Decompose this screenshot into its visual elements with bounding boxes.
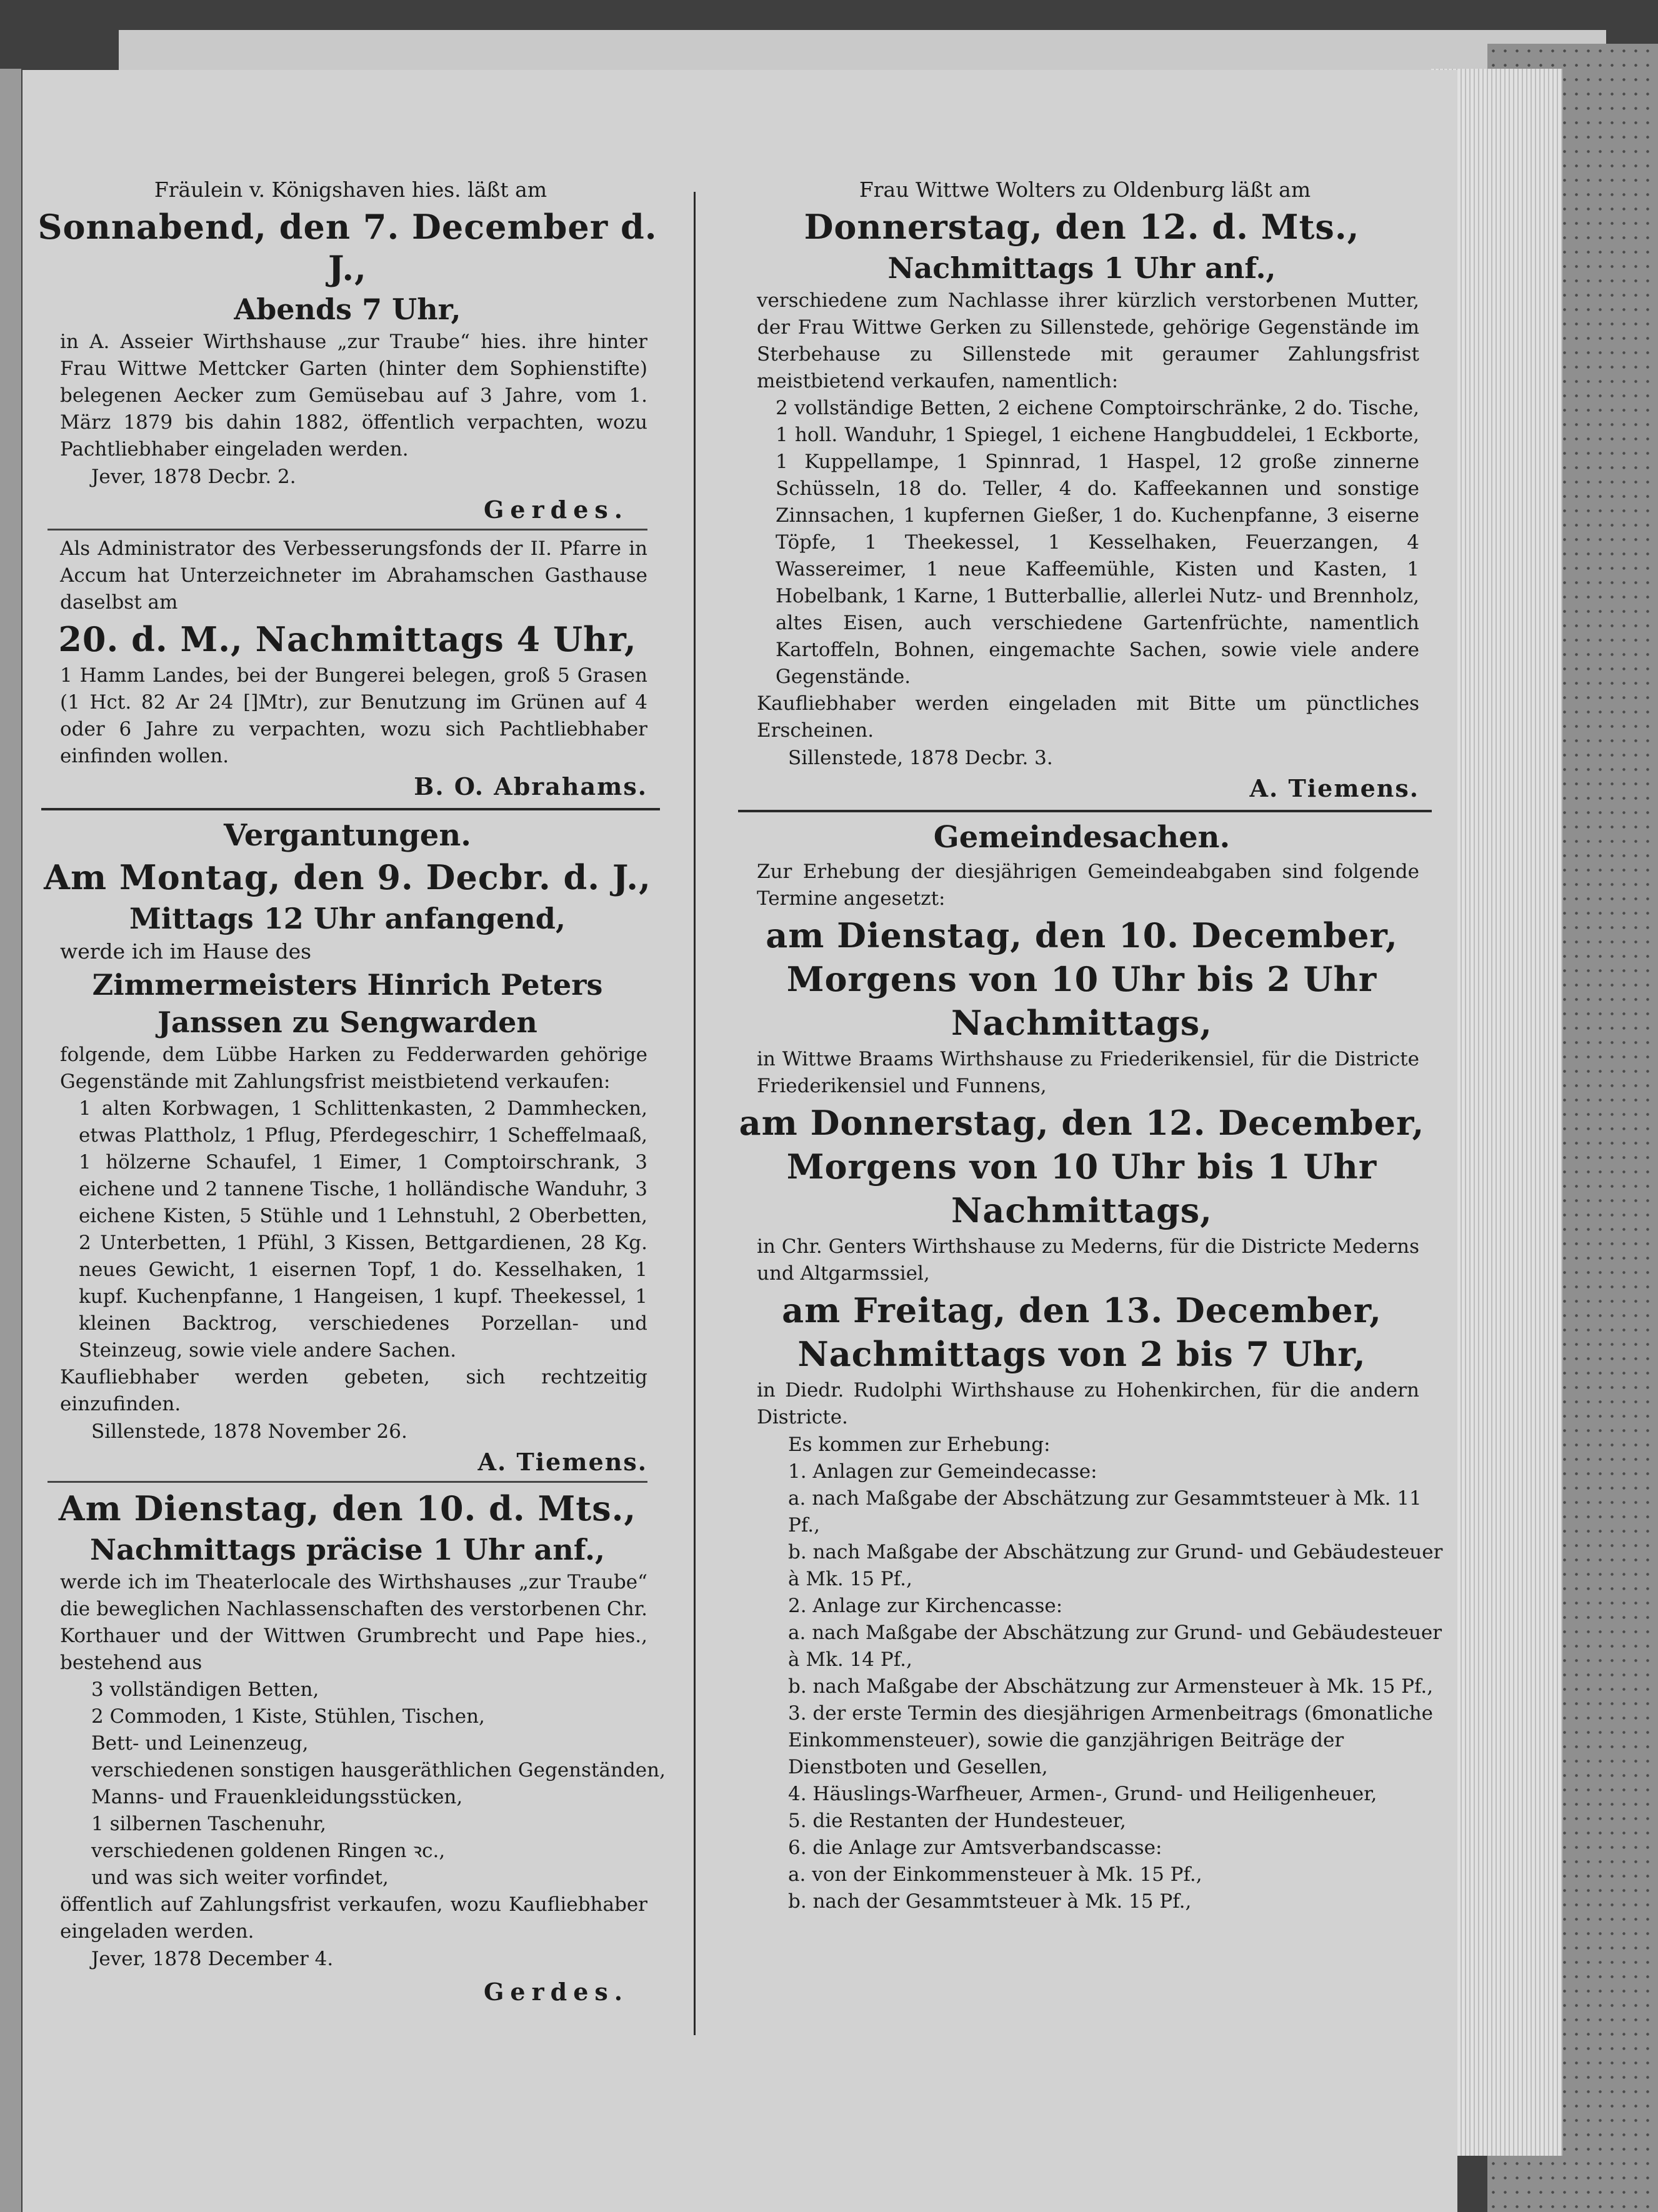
- notice-date: Sonnabend, den 7. December d. J.,: [37, 207, 657, 288]
- term2-date: am Donnerstag, den 12. December,: [739, 1103, 1425, 1143]
- notice-body: werde ich im Theaterlocale des Wirthshauses „zur Traube“ die beweglichen Nachlassenschaften des verstorbenen Chr. Korthauer und der Wittwen Grumbrecht und Pape hies., bestehend aus: [60, 1571, 647, 1674]
- page-top-fringe: [119, 30, 1606, 74]
- term2-time: Morgens von 10 Uhr bis 1 Uhr: [786, 1147, 1377, 1187]
- notice-body: verschiedene zum Nachlasse ihrer kürzlich verstorbenen Mutter, der Frau Wittwe Gerken zu Sillenstede, gehörige Gegenstände im Sterbehause zu Sillenstede mit geraumer Zahlungsfrist meistbietend verkaufen, namentlich:: [757, 289, 1419, 392]
- list-item: verschiedenen sonstigen hausgeräthlichen Gegenständen,: [91, 1759, 666, 1781]
- notice-time: Nachmittags präcise 1 Uhr anf.,: [90, 1533, 605, 1567]
- list-item: a. nach Maßgabe der Abschätzung zur Gesammtsteuer à Mk. 11 Pf.,: [788, 1487, 1422, 1537]
- notice-body: in A. Asseier Wirthshause „zur Traube“ hies. ihre hinter Frau Wittwe Mettcker Garten (hinter dem Sophienstifte) belegenen Aecker zum Gemüsebau auf 3 Jahre, vom 1. März 1879 bis dahin 1882, öffentlich verpachten, wozu Pachtliebhaber eingeladen werden.: [60, 331, 647, 461]
- divider: [47, 529, 647, 531]
- notice-gemeindesachen: [719, 820, 1444, 1915]
- notice-lead: folgende, dem Lübbe Harken zu Fedderwarden gehörige Gegenstände mit Zahlungsfrist meistbietend verkaufen:: [60, 1044, 647, 1093]
- term2-location: in Chr. Genters Wirthshause zu Mederns, für die Districte Mederns und Altgarmssiel,: [757, 1235, 1419, 1285]
- notice-signature: Gerdes.: [483, 496, 629, 524]
- notice-koenigshaven: [22, 176, 672, 524]
- levy-list: [788, 1458, 1444, 1915]
- column-divider: [694, 192, 696, 2035]
- notice-closing: öffentlich auf Zahlungsfrist verkaufen, wozu Kaufliebhaber eingeladen werden.: [60, 1893, 647, 1943]
- list-item: b. nach Maßgabe der Abschätzung zur Grund- und Gebäudesteuer à Mk. 15 Pf.,: [788, 1541, 1443, 1590]
- notice-name-line2: Janssen zu Sengwarden: [157, 1005, 537, 1039]
- notice-signature: A. Tiemens.: [1249, 774, 1419, 802]
- notice-wolters: [719, 176, 1444, 802]
- list-item: verschiedenen goldenen Ringen ꝛc.,: [91, 1840, 446, 1862]
- section-heading: Vergantungen.: [224, 818, 471, 853]
- newspaper-page: [22, 70, 1457, 2212]
- notice-abrahams: [22, 536, 672, 800]
- list-item: 6. die Anlage zur Amtsverbandscasse:: [788, 1836, 1162, 1859]
- term1-time-cont: Nachmittags,: [951, 1003, 1212, 1043]
- notice-name-line1: Zimmermeisters Hinrich Peters: [92, 968, 603, 1002]
- notice-intro: Fräulein v. Königshaven hies. läßt am: [154, 177, 547, 202]
- list-item: 5. die Restanten der Hundesteuer,: [788, 1810, 1126, 1832]
- notice-closing: Kaufliebhaber werden eingeladen mit Bitte um pünctliches Erscheinen.: [757, 692, 1419, 742]
- list-item: 1 silbernen Taschenuhr,: [91, 1813, 326, 1835]
- notice-signature: A. Tiemens.: [477, 1448, 647, 1476]
- list-item: 3. der erste Termin des diesjährigen Armenbeitrags (6monatliche Einkommensteuer), sowie die ganzjährigen Beiträge der Dienstboten und Gesellen,: [788, 1702, 1434, 1778]
- notice-vergantung-peters: [22, 818, 672, 1476]
- left-column: [22, 176, 672, 2011]
- list-item: 3 vollständigen Betten,: [91, 1678, 319, 1701]
- list-item: 1. Anlagen zur Gemeindecasse:: [788, 1460, 1097, 1483]
- list-item: 2. Anlage zur Kirchencasse:: [788, 1595, 1063, 1617]
- term3-time: Nachmittags von 2 bis 7 Uhr,: [797, 1334, 1366, 1374]
- notice-korthauer: [22, 1488, 672, 2006]
- list-item: b. nach Maßgabe der Abschätzung zur Armensteuer à Mk. 15 Pf.,: [788, 1675, 1434, 1698]
- section-rule: [41, 808, 660, 810]
- divider: [47, 1481, 647, 1483]
- term2-time-cont: Nachmittags,: [951, 1190, 1212, 1230]
- notice-intro: werde ich im Hause des: [60, 939, 312, 964]
- term1-date: am Dienstag, den 10. December,: [766, 915, 1398, 955]
- list-item: a. nach Maßgabe der Abschätzung zur Grund- und Gebäudesteuer à Mk. 14 Pf.,: [788, 1622, 1442, 1671]
- notice-date: Am Dienstag, den 10. d. Mts.,: [58, 1488, 637, 1528]
- notice-signature: B. O. Abrahams.: [414, 772, 647, 800]
- term3-date: am Freitag, den 13. December,: [782, 1290, 1382, 1330]
- list-item: Manns- und Frauenkleidungsstücken,: [91, 1786, 463, 1808]
- list-item: 2 Commoden, 1 Kiste, Stühlen, Tischen,: [91, 1705, 485, 1728]
- term3-location: in Diedr. Rudolphi Wirthshause zu Hohenkirchen, für die andern Districte.: [757, 1379, 1419, 1428]
- notice-time: Nachmittags 1 Uhr anf.,: [887, 251, 1276, 285]
- facing-page-edge: [0, 69, 21, 2212]
- notice-place: Jever, 1878 Decbr. 2.: [91, 466, 296, 488]
- notice-signature: Gerdes.: [483, 1978, 629, 2006]
- notice-place: Jever, 1878 December 4.: [91, 1948, 334, 1970]
- section-heading: Gemeindesachen.: [933, 820, 1231, 855]
- section-rule: [738, 810, 1432, 812]
- notice-date: 20. d. M., Nachmittags 4 Uhr,: [58, 619, 637, 659]
- notice-place: Sillenstede, 1878 Decbr. 3.: [788, 747, 1053, 769]
- notice-date: Am Montag, den 9. Decbr. d. J.,: [44, 857, 651, 897]
- notice-intro: Frau Wittwe Wolters zu Oldenburg läßt am: [859, 177, 1311, 202]
- notice-items: 2 vollständige Betten, 2 eichene Comptoirschränke, 2 do. Tische, 1 holl. Wanduhr, 1 Spiegel, 1 eichene Hangbuddelei, 1 Eckborte, 1 Kuppellampe, 1 Spinnrad, 1 Haspel, 12 große zinnerne Schüsseln, 18 do. Teller, 4 do. Kaffeekannen und sonstige Zinnsachen, 1 kupfernen Gießer, 1 do. Kuchenpfanne, 3 eiserne Töpfe, 1 Theekessel, 1 Kesselhaken, Feuerzangen, 4 Wassereimer, 1 neue Kaffeemühle, Kisten und Kasten, 1 Hobelbank, 1 Karne, 1 Butterballie, allerlei Nutz- und Brennholz, altes Eisen, auch verschiedene Gartenfrüchte, namentlich Kartoffeln, Bohnen, eingemachte Sachen, sowie viele andere Gegenstände.: [776, 397, 1419, 688]
- notice-time: Mittags 12 Uhr anfangend,: [129, 902, 566, 935]
- list-item: 4. Häuslings-Warfheuer, Armen-, Grund- und Heiligenheuer,: [788, 1783, 1377, 1805]
- right-column: [719, 176, 1444, 1915]
- list-item: und was sich weiter vorfindet,: [91, 1866, 389, 1889]
- notice-items: 1 alten Korbwagen, 1 Schlittenkasten, 2 Dammhecken, etwas Plattholz, 1 Pflug, Pferdegeschirr, 1 Scheffelmaaß, 1 hölzerne Schaufel, 1 Eimer, 1 Comptoirschrank, 3 eichene und 2 tannene Tische, 1 holländische Wanduhr, 3 eichene Kisten, 5 Stühle und 1 Lehnstuhl, 2 Oberbetten, 2 Unterbetten, 1 Pfühl, 3 Kissen, Bettgardienen, 28 Kg. neues Gewicht, 1 eisernen Topf, 1 do. Kesselhaken, 1 kupf. Kuchenpfanne, 1 Hangeisen, 1 kupf. Theekessel, 1 kleinen Backtrog, verschiedenes Porzellan- und Steinzeug, sowie viele andere Sachen.: [79, 1097, 647, 1362]
- levy-lead: Es kommen zur Erhebung:: [788, 1433, 1051, 1456]
- notice-time: Abends 7 Uhr,: [234, 292, 461, 326]
- notice-date: Donnerstag, den 12. d. Mts.,: [804, 207, 1360, 247]
- list-item: a. von der Einkommensteuer à Mk. 15 Pf.,: [788, 1863, 1202, 1886]
- notice-intro: Zur Erhebung der diesjährigen Gemeindeabgaben sind folgende Termine angesetzt:: [757, 860, 1419, 910]
- notice-closing: Kaufliebhaber werden gebeten, sich rechtzeitig einzufinden.: [60, 1366, 647, 1415]
- list-item: Bett- und Leinenzeug,: [91, 1732, 309, 1755]
- notice-place: Sillenstede, 1878 November 26.: [91, 1420, 407, 1443]
- term1-location: in Wittwe Braams Wirthshause zu Friederikensiel, für die Districte Friederikensiel und Funnens,: [757, 1048, 1419, 1097]
- notice-intro: Als Administrator des Verbesserungsfonds der II. Pfarre in Accum hat Unterzeichneter im Abrahamschen Gasthause daselbst am: [60, 537, 647, 614]
- notice-item-list: [91, 1676, 672, 1891]
- term1-time: Morgens von 10 Uhr bis 2 Uhr: [786, 959, 1377, 999]
- notice-body: 1 Hamm Landes, bei der Bungerei belegen, groß 5 Grasen (1 Hct. 82 Ar 24 []Mtr), zur Benutzung im Grünen auf 4 oder 6 Jahre zu verpachten, wozu sich Pachtliebhaber einfinden wollen.: [60, 664, 647, 767]
- list-item: b. nach der Gesammtsteuer à Mk. 15 Pf.,: [788, 1890, 1192, 1913]
